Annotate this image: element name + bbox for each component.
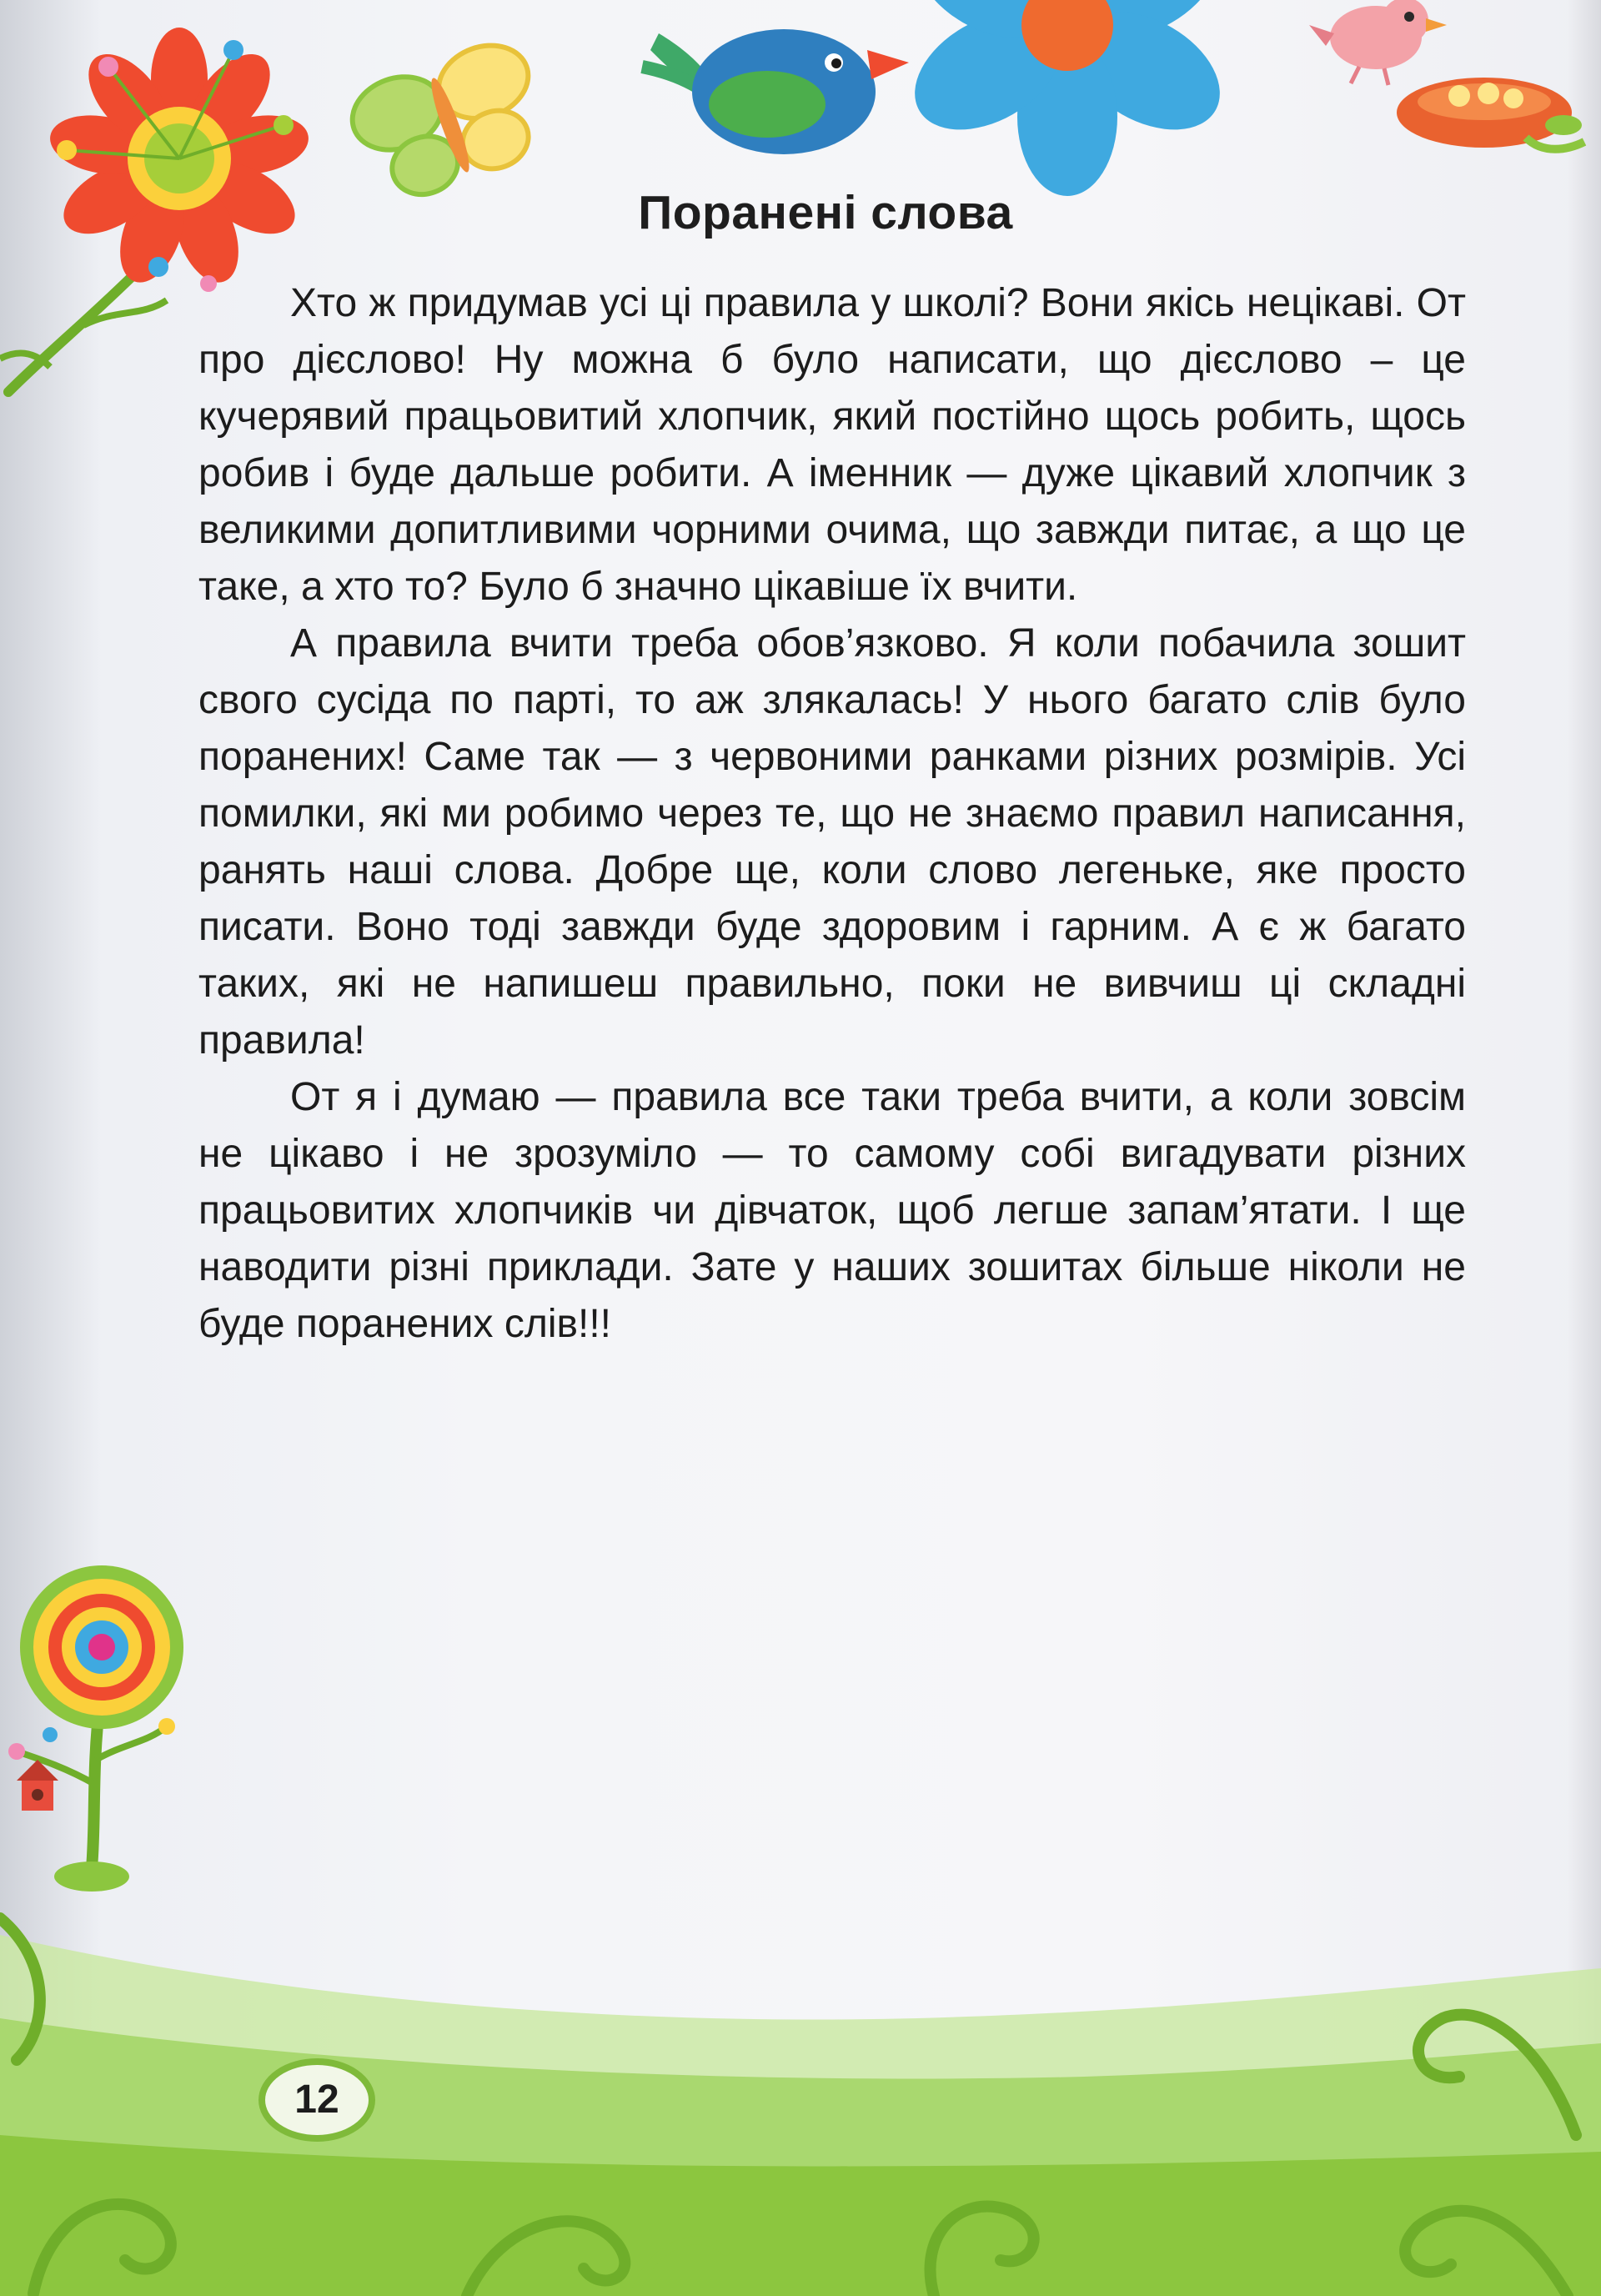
grass-border (0, 1918, 1601, 2296)
nest-icon (1397, 78, 1584, 149)
page-title: Поранені слова (638, 186, 1013, 239)
blue-flower-icon (894, 0, 1240, 196)
paragraph: А правила вчити треба обов’язково. Я коли побачила зошит свого сусіда по парті, то аж злякалась! У нього багато слів було поранених! Саме так — з червоними ранками різних розмірів. Усі помилки, які ми робимо через те, що не знаємо правил написання, ранять наші слова. Добре ще, коли слово легеньке, яке просто писати. Воно тоді завжди буде здоровим і гарним. А є ж багато таких, які не напишеш правильно, поки не вивчиш ці складні правила! (198, 621, 1466, 1063)
page-number: 12 (294, 2077, 339, 2122)
paragraph: От я і думаю — правила все таки треба вчити, а коли зовсім не цікаво і не зрозуміло — то самому собі вигадувати різних працьовитих хлопчиків чи дівчаток, щоб легше запам’ятати. І ще наводити різні приклади. Зате у наших зошитах більше ніколи не буде поранених слів!!! (198, 1075, 1466, 1346)
butterfly-icon (342, 33, 556, 210)
bird-icon (642, 29, 909, 154)
lollipop-tree-icon (8, 1565, 183, 1892)
paragraph: Хто ж придумав усі ці правила у школі? Вони якісь нецікаві. От про дієслово! Ну можна б було написати, що дієслово – це кучерявий працьовитий хлопчик, який постійно щось робить, щось робив і буде дальше робити. А іменник — дуже цікавий хлопчик з великими допитливими чорними очима, що завжди питає, а що це таке, а хто то? Було б значно цікавіше їх вчити. (198, 281, 1466, 609)
pink-bird-icon (1309, 0, 1447, 85)
story-text (198, 275, 1466, 1353)
